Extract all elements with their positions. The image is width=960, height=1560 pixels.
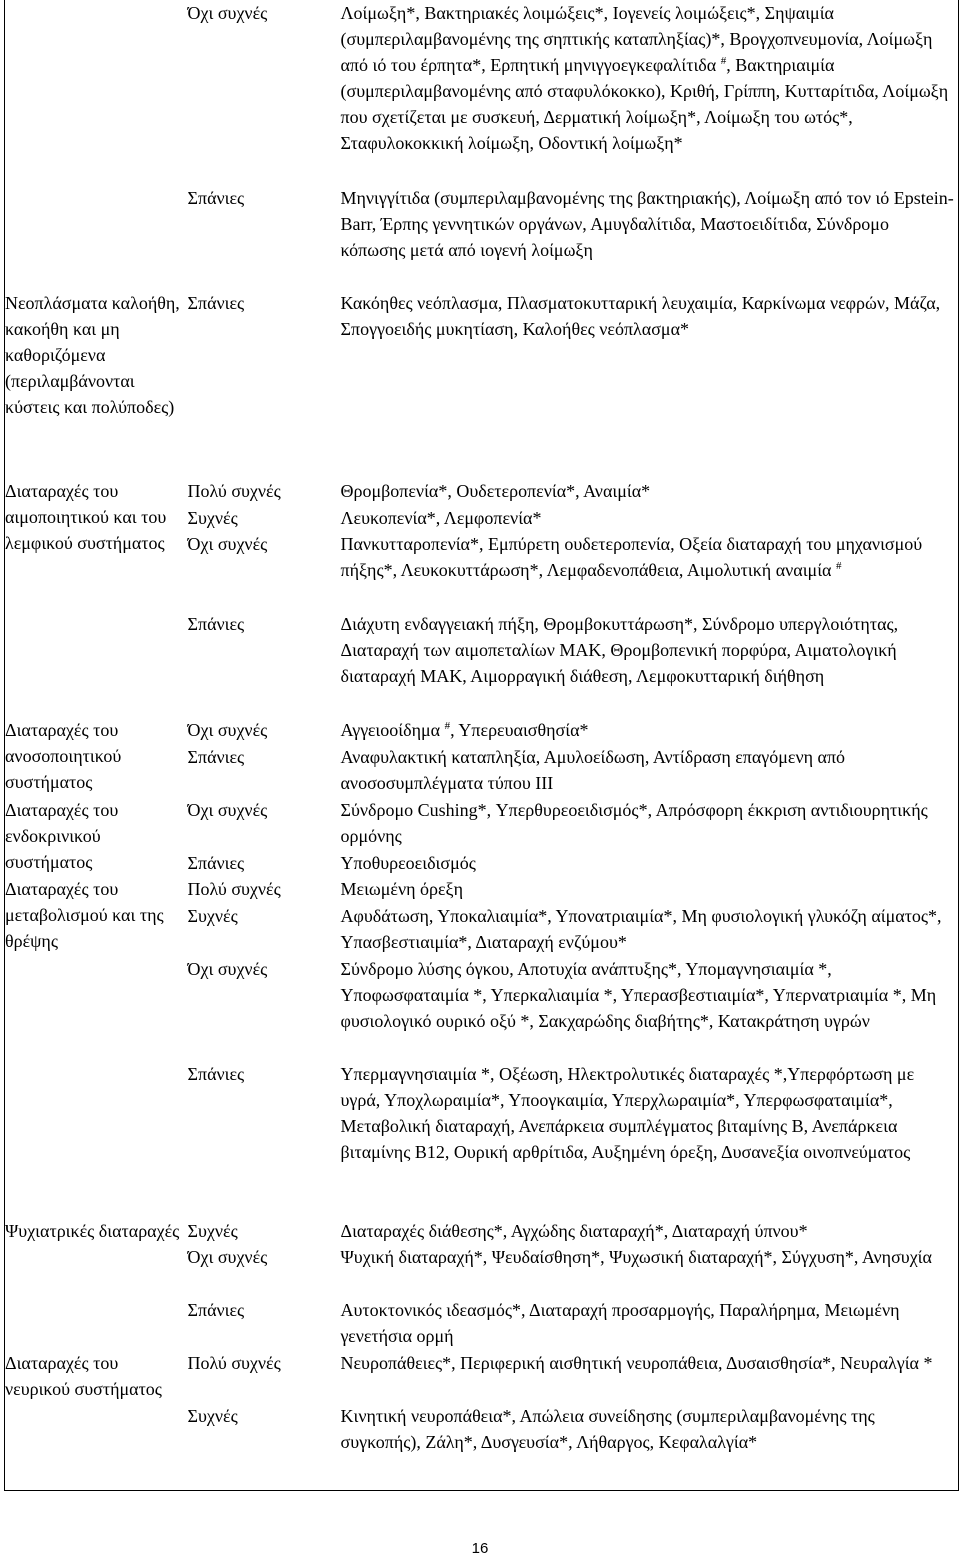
frequency-cell: Σπάνιες [187,614,245,634]
frequency-cell: Συχνές [187,1406,238,1426]
soc-cell: Διαταραχές του μεταβολισμού και της θρέψης [5,879,164,951]
frequency-cell: Πολύ συχνές [187,879,281,899]
events-cell: Υπερμαγνησιαιμία *, Οξέωση, Ηλεκτρολυτικές διαταραχές *,Υπερφόρτωση με υγρά, Υποχλωραιμία*, Υποογκαιμία, Υπερχλωραιμία*, Υπερφωσφαταιμία*, Μεταβολική διαταραχή, Ανεπάρκεια συμπλέγματος βιταμίνης Β, Ανεπάρκεια βιταμίνης Β12, Ουρική αρθρίτιδα, Αυξημένη όρεξη, Δυσανεξία οινοπνεύματος [340,1064,915,1162]
table-row [5,1218,959,1244]
adverse-reactions-table [4,0,959,1491]
frequency-cell: Όχι συχνές [187,1247,268,1267]
footnote-mark: # [720,55,727,67]
events-cell: Κακόηθες νεόπλασμα, Πλασματοκυτταρική λευχαιμία, Καρκίνωμα νεφρών, Μάζα, Σπογγοειδής μυκητίαση, Καλοήθες νεόπλασμα* [340,293,941,339]
events-cell: Ψυχική διαταραχή*, Ψευδαίσθηση*, Ψυχωσική διαταραχή*, Σύγχυση*, Ανησυχία [340,1247,932,1267]
table-row [5,290,959,478]
soc-cell: Διαταραχές του ανοσοποιητικού συστήματος [5,720,122,792]
frequency-cell: Όχι συχνές [187,534,268,554]
frequency-cell: Όχι συχνές [187,959,268,979]
events-cell: Αναφυλακτική καταπληξία, Αμυλοείδωση, Αντίδραση επαγόμενη από ανοσοσυμπλέγματα τύπου III [340,747,846,793]
events-cell [341,0,959,185]
events-cell: Σύνδρομο λύσης όγκου, Αποτυχία ανάπτυξης*, Υπομαγνησιαιμία *, Υποφωσφαταιμία *, Υπερκαλιαιμία *, Υπερασβεστιαιμία*, Υπερνατριαιμία *, Μη φυσιολογικό ουρικό οξύ *, Σακχαρώδης διαβήτης*, Κατακράτηση υγρών [340,959,937,1031]
soc-cell [5,185,188,290]
frequency-cell: Όχι συχνές [187,3,268,23]
footnote-mark: # [444,720,451,732]
events-cell: Λευκοπενία*, Λεμφοπενία* [340,508,542,528]
frequency-cell: Πολύ συχνές [187,481,281,501]
events-cell [341,531,959,611]
frequency-cell: Σπάνιες [187,188,245,208]
frequency-cell: Πολύ συχνές [187,1353,281,1373]
frequency-cell: Συχνές [187,508,238,528]
soc-cell: Νεοπλάσματα καλοήθη, κακοήθη και μη καθοριζόμενα (περιλαμβάνονται κύστεις και πολύποδες) [5,293,180,417]
frequency-cell: Σπάνιες [187,293,245,313]
events-cell: Κινητική νευροπάθεια*, Απώλεια συνείδησης (συμπεριλαμβανομένης της συγκοπής), Ζάλη*, Δυσγευσία*, Λήθαργος, Κεφαλαλγία* [340,1406,875,1452]
events-cell: Διάχυτη ενδαγγειακή πήξη, Θρομβοκυττάρωση*, Σύνδρομο υπεργλοιότητας, Διαταραχή των αιμοπεταλίων ΜΑΚ, Θρομβοπενική πορφύρα, Αιματολογική διαταραχή ΜΑΚ, Αιμορραγική διάθεση, Λεμφοκυτταρική διήθηση [340,614,899,686]
frequency-cell: Σπάνιες [187,1300,245,1320]
soc-cell [5,0,188,185]
frequency-cell: Συχνές [187,1221,238,1241]
frequency-cell: Όχι συχνές [187,800,268,820]
frequency-cell: Συχνές [187,906,238,926]
soc-cell: Διαταραχές του νευρικού συστήματος [5,1353,162,1399]
table-row [5,0,959,185]
events-cell: Μηνιγγίτιδα (συμπεριλαμβανομένης της βακτηριακής), Λοίμωξη από τον ιό Epstein-Barr, Έρπης γεννητικών οργάνων, Αμυγδαλίτιδα, Μαστοειδίτιδα, Σύνδρομο κόπωσης μετά από ιογενή λοίμωξη [340,188,954,260]
events-cell: Αυτοκτονικός ιδεασμός*, Διαταραχή προσαρμογής, Παραλήρημα, Μειωμένη γενετήσια ορμή [340,1300,900,1346]
events-cell: Θρομβοπενία*, Ουδετεροπενία*, Αναιμία* [340,481,651,501]
frequency-cell: Σπάνιες [187,747,245,767]
table-row [5,876,959,903]
events-cell: Νευροπάθειες*, Περιφερική αισθητική νευροπάθεια, Δυσαισθησία*, Νευραλγία * [340,1353,933,1373]
frequency-cell: Σπάνιες [187,853,245,873]
table-row [5,185,959,290]
page-number: 16 [471,1540,489,1557]
events-cell: Υποθυρεοειδισμός [340,853,476,873]
frequency-cell: Όχι συχνές [187,720,268,740]
events-text: Πανκυτταροπενία*, Εμπύρετη ουδετεροπενία, Οξεία διαταραχή του μηχανισμού πήξης*, Λευκοκυττάρωση*, Λεμφαδενοπάθεια, Αιμολυτική αναιμία [340,534,923,580]
frequency-cell: Σπάνιες [187,1064,245,1084]
table-row [5,717,959,744]
events-text-cont: , Βακτηριαιμία (συμπεριλαμβανομένης από σταφυλόκοκκο), Κριθή, Γρίππη, Κυτταρίτιδα, Λοίμωξη που σχετίζεται με συσκευή, Δερματική λοίμωξη*, Λοίμωξη του ωτός*, Σταφυλοκοκκική λοίμωξη, Οδοντική λοίμωξη* [340,55,949,153]
table-row [5,478,959,505]
soc-cell: Ψυχιατρικές διαταραχές [5,1221,180,1241]
events-cell: Αφυδάτωση, Υποκαλιαιμία*, Υπονατριαιμία*, Μη φυσιολογική γλυκόζη αίματος*, Υπασβεστιαιμία*, Διαταραχή ενζύμου* [340,906,942,952]
soc-cell: Διαταραχές του αιμοποιητικού και του λεμφικού συστήματος [5,481,167,553]
table-row [5,1350,959,1403]
events-cell: Διαταραχές διάθεσης*, Αγχώδης διαταραχή*, Διαταραχή ύπνου* [340,1221,808,1241]
footnote-mark: # [835,560,842,572]
events-cell [341,717,959,744]
events-text: Αγγειοοίδημα [340,720,445,740]
events-text: Λοίμωξη*, Βακτηριακές λοιμώξεις*, Ιογενείς λοιμώξεις*, Σηψαιμία (συμπεριλαμβανομένης της σηπτικής καταπληξίας)*, Βρογχοπνευμονία, Λοίμωξη από ιό του έρπητα*, Ερπητική μηνιγγοεγκεφαλίτιδα [340,3,933,75]
events-text-cont: , Υπερευαισθησία* [450,720,589,740]
events-cell: Σύνδρομο Cushing*, Υπερθυρεοειδισμός*, Απρόσφορη έκκριση αντιδιουρητικής ορμόνης [340,800,928,846]
events-cell: Μειωμένη όρεξη [340,879,463,899]
soc-cell: Διαταραχές του ενδοκρινικού συστήματος [5,800,119,872]
table-row [5,797,959,850]
